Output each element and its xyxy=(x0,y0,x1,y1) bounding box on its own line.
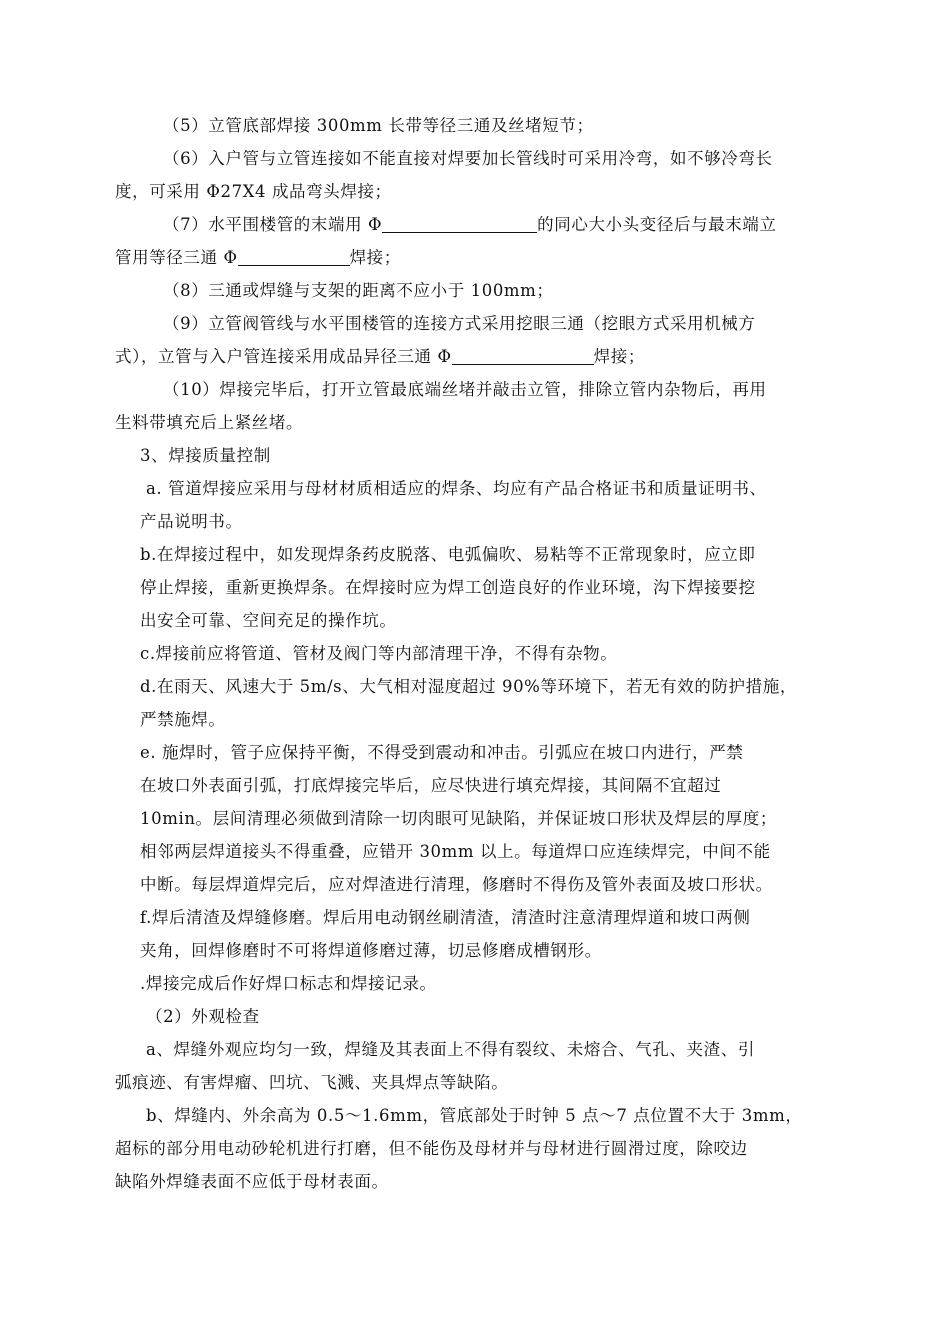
item-9-line-2 xyxy=(115,345,645,369)
quality-a-line-1: a. 管道焊接应采用与母材材质相适应的焊条、均应有产品合格证书和质量证明书、 xyxy=(146,479,767,498)
quality-f-line-1: f.焊后清渣及焊缝修磨。焊后用电动钢丝刷清渣，清渣时注意清理焊道和坡口两侧 xyxy=(140,908,751,927)
fill-blank-diameter-1 xyxy=(382,214,537,233)
item-9-line-1: （9）立管阀管线与水平围楼管的连接方式采用挖眼三通（挖眼方式采用机械方 xyxy=(163,314,756,333)
quality-b-line-3: 出安全可靠、空间充足的操作坑。 xyxy=(140,611,397,630)
quality-e-line-2: 在坡口外表面引弧，打底焊接完毕后，应尽快进行填充焊接，其间隔不宜超过 xyxy=(140,776,722,795)
visual-a-line-1: a、焊缝外观应均匀一致，焊缝及其表面上不得有裂纹、未熔合、气孔、夹渣、引 xyxy=(146,1040,755,1059)
item-5: （5）立管底部焊接 300mm 长带等径三通及丝堵短节； xyxy=(163,116,594,135)
fill-blank-diameter-2 xyxy=(238,247,350,266)
quality-c-line-1: c.焊接前应将管道、管材及阀门等内部清理干净，不得有杂物。 xyxy=(140,644,618,663)
quality-f-line-2: 夹角，回焊修磨时不可将焊道修磨过薄，切忌修磨成槽钢形。 xyxy=(140,941,602,960)
item-6-line-2: 度，可采用 Φ27X4 成品弯头焊接； xyxy=(115,182,392,201)
quality-e-line-1: e. 施焊时，管子应保持平衡，不得受到震动和冲击。引弧应在坡口内进行，严禁 xyxy=(140,743,744,762)
item-9-text-before-blank: 式），立管与入户管连接采用成品异径三通 Φ xyxy=(115,347,452,366)
item-7b-text-before-blank: 管用等径三通 Φ xyxy=(115,248,238,267)
item-7-line-1 xyxy=(163,213,777,237)
visual-b-line-1: b、焊缝内、外余高为 0.5～1.6mm，管底部处于时钟 5 点～7 点位置不大于 3mm， xyxy=(146,1106,803,1125)
item-7-text-before-blank: （7）水平围楼管的末端用 Φ xyxy=(163,215,383,234)
item-9-text-after-blank: 焊接； xyxy=(593,347,645,366)
quality-e-line-4: 相邻两层焊道接头不得重叠，应错开 30mm 以上。每道焊口应连续焊完，中间不能 xyxy=(140,842,771,861)
item-7b-text-after-blank: 焊接； xyxy=(349,248,401,267)
fill-blank-diameter-3 xyxy=(452,346,594,365)
item-6-line-1: （6）入户管与立管连接如不能直接对焊要加长管线时可采用冷弯，如不够冷弯长 xyxy=(163,149,773,168)
visual-a-line-2: 弧痕迹、有害焊瘤、凹坑、飞溅、夹具焊点等缺陷。 xyxy=(115,1073,509,1092)
item-7-text-after-blank: 的同心大小头变径后与最末端立 xyxy=(537,215,777,234)
item-10-line-1: （10）焊接完毕后，打开立管最底端丝堵并敲击立管，排除立管内杂物后，再用 xyxy=(163,380,767,399)
quality-g-line-1: .焊接完成后作好焊口标志和焊接记录。 xyxy=(140,974,437,993)
quality-b-line-2: 停止焊接，重新更换焊条。在焊接时应为焊工创造良好的作业环境，沟下焊接要挖 xyxy=(140,578,756,597)
visual-b-line-2: 超标的部分用电动砂轮机进行打磨，但不能伤及母材并与母材进行圆滑过度，除咬边 xyxy=(115,1139,748,1158)
section-2-heading: （2）外观检查 xyxy=(146,1007,260,1026)
item-10-line-2: 生料带填充后上紧丝堵。 xyxy=(115,413,304,432)
quality-e-line-3: 10min。层间清理必须做到清除一切肉眼可见缺陷，并保证坡口形状及焊层的厚度； xyxy=(140,809,777,828)
quality-e-line-5: 中断。每层焊道焊完后，应对焊渣进行清理，修磨时不得伤及管外表面及坡口形状。 xyxy=(140,875,773,894)
item-8: （8）三通或焊缝与支架的距离不应小于 100mm； xyxy=(163,281,554,300)
quality-d-line-1: d.在雨天、风速大于 5m/s、大气相对湿度超过 90%等环境下，若无有效的防护措施， xyxy=(140,677,797,696)
section-3-heading: 3、焊接质量控制 xyxy=(140,446,271,465)
quality-a-line-2: 产品说明书。 xyxy=(140,512,243,531)
item-7-line-2 xyxy=(115,246,401,270)
quality-d-line-2: 严禁施焊。 xyxy=(140,710,226,729)
visual-b-line-3: 缺陷外焊缝表面不应低于母材表面。 xyxy=(115,1172,389,1191)
quality-b-line-1: b.在焊接过程中，如发现焊条药皮脱落、电弧偏吹、易粘等不正常现象时，应立即 xyxy=(140,545,756,564)
